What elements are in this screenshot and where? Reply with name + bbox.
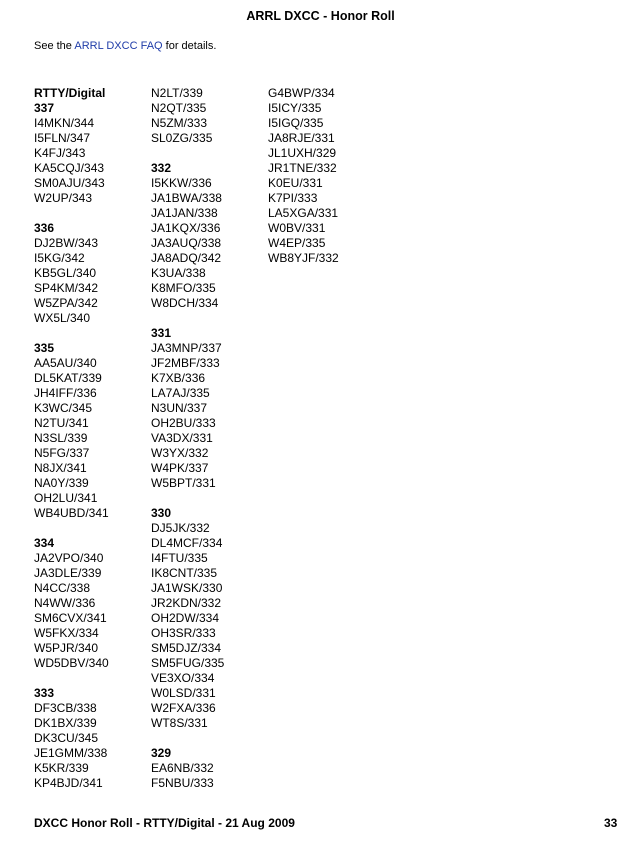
call-sign-entry: KP4BJD/341 bbox=[34, 776, 103, 790]
call-sign-entry: W5FKX/334 bbox=[34, 626, 99, 640]
call-sign-entry: JA1KQX/336 bbox=[151, 221, 221, 235]
section-heading: 332 bbox=[151, 161, 172, 175]
section-heading: 329 bbox=[151, 746, 172, 760]
call-sign-entry: KB5GL/340 bbox=[34, 266, 97, 280]
call-sign-entry: I4FTU/335 bbox=[151, 551, 208, 565]
call-sign-entry: N2QT/335 bbox=[151, 101, 207, 115]
call-sign-entry: N2TU/341 bbox=[34, 416, 89, 430]
call-sign-entry: N2LT/339 bbox=[151, 86, 203, 100]
call-sign-entry: W0BV/331 bbox=[268, 221, 326, 235]
call-sign-entry: JR2KDN/332 bbox=[151, 596, 222, 610]
dxcc-faq-link[interactable]: ARRL DXCC FAQ bbox=[74, 40, 163, 52]
honor-roll-column-1 bbox=[34, 86, 109, 791]
spacer bbox=[151, 146, 224, 161]
call-sign-entry: I5KG/342 bbox=[34, 251, 85, 265]
call-sign-entry: I5IGQ/335 bbox=[268, 116, 324, 130]
intro-suffix: for details. bbox=[162, 40, 217, 52]
call-sign-entry: DK3CU/345 bbox=[34, 731, 99, 745]
call-sign-entry: KA5CQJ/343 bbox=[34, 161, 105, 175]
section-heading: 333 bbox=[34, 686, 55, 700]
call-sign-entry: VE3XO/334 bbox=[151, 671, 215, 685]
section-heading: 335 bbox=[34, 341, 55, 355]
call-sign-entry: DJ5JK/332 bbox=[151, 521, 210, 535]
page-number: 33 bbox=[604, 816, 618, 830]
call-sign-entry: NA0Y/339 bbox=[34, 476, 89, 490]
call-sign-entry: W0LSD/331 bbox=[151, 686, 216, 700]
call-sign-entry: DL5KAT/339 bbox=[34, 371, 102, 385]
call-sign-entry: F5NBU/333 bbox=[151, 776, 214, 790]
call-sign-entry: SP4KM/342 bbox=[34, 281, 99, 295]
call-sign-entry: OH2LU/341 bbox=[34, 491, 98, 505]
call-sign-entry: K8MFO/335 bbox=[151, 281, 216, 295]
call-sign-entry: K4FJ/343 bbox=[34, 146, 86, 160]
spacer bbox=[34, 671, 109, 686]
honor-roll-column-3 bbox=[268, 86, 339, 266]
call-sign-entry: SM5DJZ/334 bbox=[151, 641, 222, 655]
page-title: ARRL DXCC - Honor Roll bbox=[246, 9, 395, 23]
call-sign-entry: W3YX/332 bbox=[151, 446, 209, 460]
honor-roll-column-2 bbox=[151, 86, 224, 791]
call-sign-entry: AA5AU/340 bbox=[34, 356, 97, 370]
call-sign-entry: LA7AJ/335 bbox=[151, 386, 210, 400]
call-sign-entry: DL4MCF/334 bbox=[151, 536, 223, 550]
section-heading: 336 bbox=[34, 221, 55, 235]
call-sign-entry: K7XB/336 bbox=[151, 371, 206, 385]
call-sign-entry: IK8CNT/335 bbox=[151, 566, 218, 580]
call-sign-entry: JA1WSK/330 bbox=[151, 581, 223, 595]
call-sign-entry: JA1JAN/338 bbox=[151, 206, 218, 220]
call-sign-entry: WX5L/340 bbox=[34, 311, 91, 325]
spacer bbox=[151, 491, 224, 506]
call-sign-entry: W5BPT/331 bbox=[151, 476, 216, 490]
call-sign-entry: W2UP/343 bbox=[34, 191, 93, 205]
section-heading: 334 bbox=[34, 536, 55, 550]
call-sign-entry: W4PK/337 bbox=[151, 461, 209, 475]
call-sign-entry: JA3DLE/339 bbox=[34, 566, 102, 580]
call-sign-entry: JF2MBF/333 bbox=[151, 356, 220, 370]
call-sign-entry: K5KR/339 bbox=[34, 761, 89, 775]
call-sign-entry: I5ICY/335 bbox=[268, 101, 322, 115]
call-sign-entry: WB4UBD/341 bbox=[34, 506, 109, 520]
call-sign-entry: WB8YJF/332 bbox=[268, 251, 339, 265]
call-sign-entry: JA3AUQ/338 bbox=[151, 236, 222, 250]
call-sign-entry: JA8ADQ/342 bbox=[151, 251, 222, 265]
footer-title: DXCC Honor Roll - RTTY/Digital - 21 Aug 2009 bbox=[34, 816, 295, 830]
call-sign-entry: W2FXA/336 bbox=[151, 701, 216, 715]
call-sign-entry: W5PJR/340 bbox=[34, 641, 99, 655]
call-sign-entry: OH3SR/333 bbox=[151, 626, 216, 640]
call-sign-entry: N3UN/337 bbox=[151, 401, 208, 415]
spacer bbox=[151, 731, 224, 746]
call-sign-entry: I5KKW/336 bbox=[151, 176, 212, 190]
call-sign-entry: VA3DX/331 bbox=[151, 431, 213, 445]
section-heading: 330 bbox=[151, 506, 172, 520]
call-sign-entry: W5ZPA/342 bbox=[34, 296, 98, 310]
call-sign-entry: K0EU/331 bbox=[268, 176, 323, 190]
call-sign-entry: N4CC/338 bbox=[34, 581, 91, 595]
call-sign-entry: I4MKN/344 bbox=[34, 116, 95, 130]
call-sign-entry: N8JX/341 bbox=[34, 461, 87, 475]
call-sign-entry: JE1GMM/338 bbox=[34, 746, 108, 760]
call-sign-entry: W8DCH/334 bbox=[151, 296, 219, 310]
call-sign-entry: K7PI/333 bbox=[268, 191, 318, 205]
section-heading: 337 bbox=[34, 101, 55, 115]
call-sign-entry: DF3CB/338 bbox=[34, 701, 97, 715]
intro-text bbox=[34, 40, 216, 52]
call-sign-entry: SM5FUG/335 bbox=[151, 656, 225, 670]
call-sign-entry: JL1UXH/329 bbox=[268, 146, 337, 160]
call-sign-entry: WD5DBV/340 bbox=[34, 656, 109, 670]
call-sign-entry: N4WW/336 bbox=[34, 596, 96, 610]
call-sign-entry: JA8RJE/331 bbox=[268, 131, 335, 145]
call-sign-entry: WT8S/331 bbox=[151, 716, 208, 730]
spacer bbox=[34, 521, 109, 536]
call-sign-entry: JR1TNE/332 bbox=[268, 161, 337, 175]
section-heading: RTTY/Digital bbox=[34, 86, 106, 100]
call-sign-entry: SM6CVX/341 bbox=[34, 611, 107, 625]
call-sign-entry: OH2DW/334 bbox=[151, 611, 220, 625]
call-sign-entry: LA5XGA/331 bbox=[268, 206, 339, 220]
call-sign-entry: K3UA/338 bbox=[151, 266, 206, 280]
call-sign-entry: N3SL/339 bbox=[34, 431, 88, 445]
call-sign-entry: JA3MNP/337 bbox=[151, 341, 222, 355]
call-sign-entry: G4BWP/334 bbox=[268, 86, 335, 100]
call-sign-entry: DJ2BW/343 bbox=[34, 236, 99, 250]
spacer bbox=[34, 206, 109, 221]
call-sign-entry: N5ZM/333 bbox=[151, 116, 208, 130]
call-sign-entry: JA1BWA/338 bbox=[151, 191, 222, 205]
call-sign-entry: DK1BX/339 bbox=[34, 716, 97, 730]
spacer bbox=[34, 326, 109, 341]
call-sign-entry: W4EP/335 bbox=[268, 236, 326, 250]
section-heading: 331 bbox=[151, 326, 172, 340]
call-sign-entry: EA6NB/332 bbox=[151, 761, 214, 775]
call-sign-entry: K3WC/345 bbox=[34, 401, 93, 415]
intro-prefix: See the bbox=[34, 40, 75, 52]
call-sign-entry: SL0ZG/335 bbox=[151, 131, 213, 145]
call-sign-entry: JA2VPO/340 bbox=[34, 551, 104, 565]
call-sign-entry: SM0AJU/343 bbox=[34, 176, 105, 190]
call-sign-entry: JH4IFF/336 bbox=[34, 386, 97, 400]
call-sign-entry: N5FG/337 bbox=[34, 446, 90, 460]
call-sign-entry: I5FLN/347 bbox=[34, 131, 91, 145]
call-sign-entry: OH2BU/333 bbox=[151, 416, 216, 430]
spacer bbox=[151, 311, 224, 326]
